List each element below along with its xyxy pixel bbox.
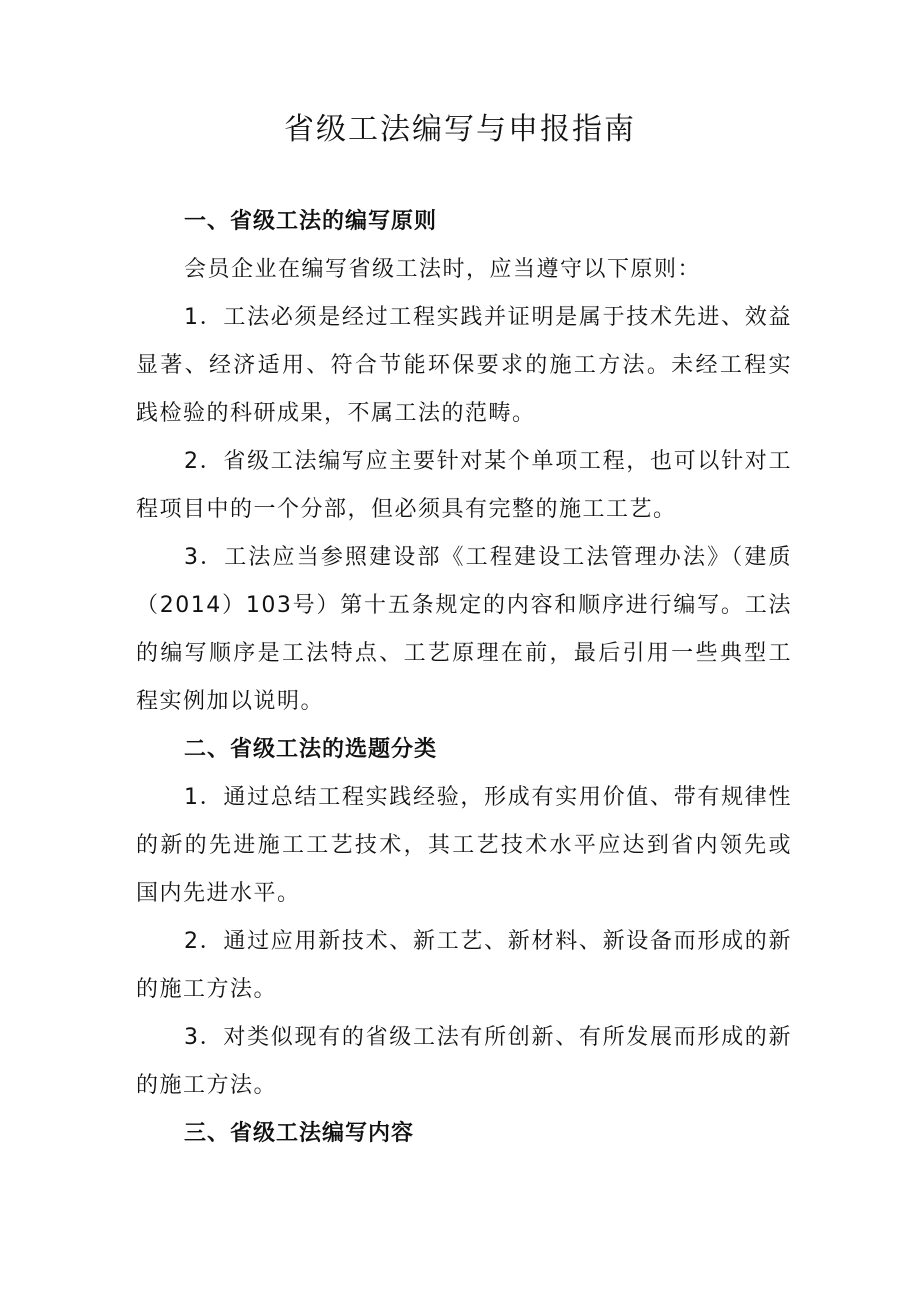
section-heading-1: 一、省级工法的编写原则 bbox=[184, 209, 438, 234]
paragraph-intro: 会员企业在编写省级工法时，应当遵守以下原则： bbox=[184, 257, 702, 282]
document-title: 省级工法编写与申报指南 bbox=[284, 112, 636, 147]
document-body bbox=[136, 198, 792, 1158]
paragraph-category-2: 2．通过应用新技术、新工艺、新材料、新设备而形成的新的施工方法。 bbox=[136, 929, 792, 1002]
paragraph-category-1: 1．通过总结工程实践经验，形成有实用价值、带有规律性的新的先进施工工艺技术，其工艺技术水平应达到省内领先或国内先进水平。 bbox=[136, 785, 792, 906]
section-heading-3: 三、省级工法编写内容 bbox=[184, 1121, 415, 1146]
paragraph-principle-2: 2．省级工法编写应主要针对某个单项工程，也可以针对工程项目中的一个分部，但必须具有完整的施工工艺。 bbox=[136, 449, 792, 522]
paragraph-principle-3: 3．工法应当参照建设部《工程建设工法管理办法》（建质（2014）103号）第十五条规定的内容和顺序进行编写。工法的编写顺序是工法特点、工艺原理在前，最后引用一些典型工程实例加以说明。 bbox=[136, 545, 792, 714]
paragraph-category-3: 3．对类似现有的省级工法有所创新、有所发展而形成的新的施工方法。 bbox=[136, 1025, 792, 1098]
paragraph-principle-1: 1．工法必须是经过工程实践并证明是属于技术先进、效益显著、经济适用、符合节能环保要求的施工方法。未经工程实践检验的科研成果，不属工法的范畴。 bbox=[136, 305, 792, 426]
section-heading-2: 二、省级工法的选题分类 bbox=[184, 737, 438, 762]
